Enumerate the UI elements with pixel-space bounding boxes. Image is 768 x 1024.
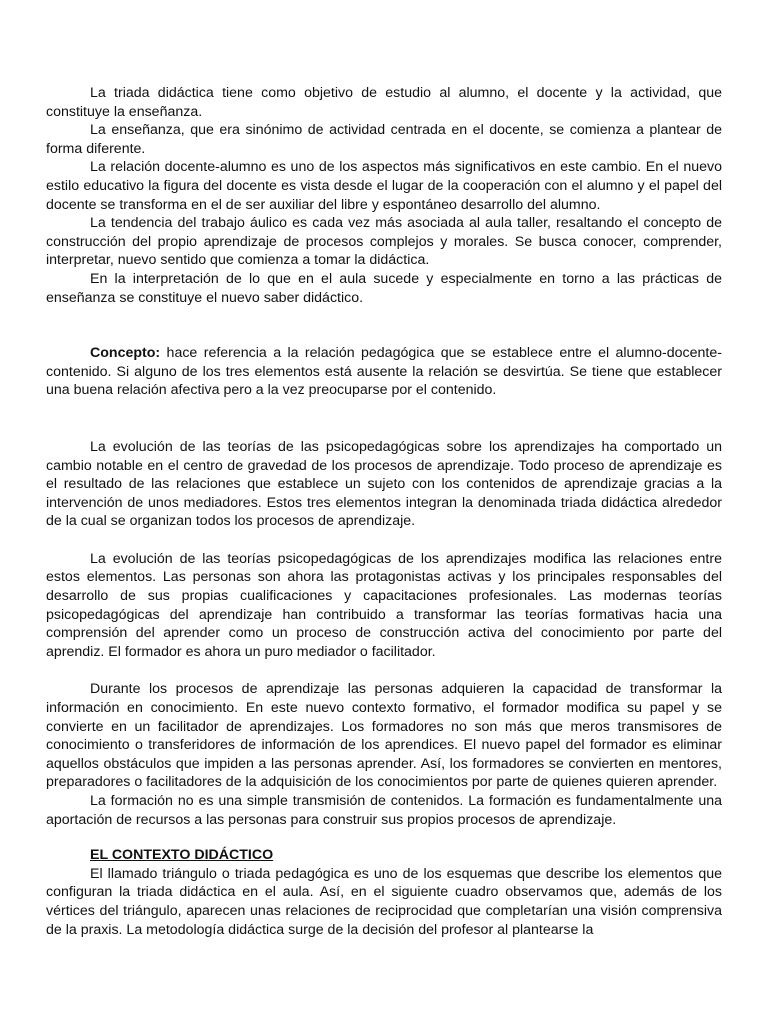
section-2-paragraph-4: La formación no es una simple transmisión de contenidos. La formación es fundamentalmente una aportación de recursos a las personas para construir sus propios procesos de aprendizaje. bbox=[46, 793, 722, 828]
concept-paragraph bbox=[46, 344, 722, 400]
section-2-paragraph-3: Durante los procesos de aprendizaje las personas adquieren la capacidad de transformar la información en conocimiento. En este nuevo contexto formativo, el formador modifica su papel y se convierte en un facilitador de aprendizajes. Los formadores no son más que meros transmisores de conocimiento o transferidores de información de los aprendices. El nuevo papel del formador es eliminar aquellos obstáculos que impiden a las personas aprender. Así, los formadores se convierten en mentores, preparadores o facilitadores de la adquisición de los conocimientos por parte de quienes quieren aprender. bbox=[46, 681, 722, 791]
intro-paragraph-5: En la interpretación de lo que en el aula sucede y especialmente en torno a las prácticas de enseñanza se constituye el nuevo saber didáctico. bbox=[46, 270, 722, 306]
intro-paragraph-2: La enseñanza, que era sinónimo de actividad centrada en el docente, se comienza a plantear de forma diferente. bbox=[46, 122, 722, 157]
section-2-paragraph-1: La evolución de las teorías de las psicopedagógicas sobre los aprendizajes ha comportado un cambio notable en el centro de gravedad de los procesos de aprendizaje. Todo proceso de aprendizaje es el resultado de las relaciones que establece un sujeto con los contenidos de aprendizaje gracias a la intervención de unos mediadores. Estos tres elementos integran la denominada triada didáctica alrededor de la cual se organizan todos los procesos de aprendizaje. bbox=[46, 438, 722, 530]
section-3-paragraph-1: El llamado triángulo o triada pedagógica es uno de los esquemas que describe los elementos que configuran la triada didáctica en el aula. Así, en el siguiente cuadro observamos que, además de los vértices del triángulo, aparecen unas relaciones de reciprocidad que completarían una visión comprensiva de la praxis. La metodología didáctica surge de la decisión del profesor al plantearse la bbox=[46, 865, 722, 938]
intro-paragraph-4: La tendencia del trabajo áulico es cada vez más asociada al aula taller, resaltando el concepto de construcción del propio aprendizaje de procesos complejos y morales. Se busca conocer, comprender, interpretar, nuevo sentido que comienza a tomar la didáctica. bbox=[46, 215, 722, 269]
section-2-paragraph-2: La evolución de las teorías psicopedagógicas de los aprendizajes modifica las relaciones entre estos elementos. Las personas son ahora las protagonistas activas y los principales responsables del desarrollo de sus propias cualificaciones y capacitaciones profesionales. Las modernas teorías psicopedagógicas del aprendizaje han contribuido a transformar las teorías formativas hacia una comprensión del aprender como un proceso de construcción activa del conocimiento por parte del aprendiz. El formador es ahora un puro mediador o facilitador. bbox=[46, 550, 722, 660]
spacer-1 bbox=[46, 307, 722, 344]
concept-text: hace referencia a la relación pedagógica que se establece entre el alumno-docente-contenido. Si alguno de los tres elementos está ausente la relación se desvirtúa. Se tiene que establecer una buena relación afectiva pero a la vez preocuparse por el contenido. bbox=[46, 345, 722, 399]
intro-paragraph-1: La triada didáctica tiene como objetivo de estudio al alumno, el docente y la actividad, que constituye la enseñanza. bbox=[46, 85, 722, 120]
section-heading: EL CONTEXTO DIDÁCTICO bbox=[90, 847, 274, 864]
spacer-4 bbox=[46, 661, 722, 680]
spacer-2 bbox=[46, 400, 722, 438]
spacer-3 bbox=[46, 531, 722, 550]
spacer-5 bbox=[46, 829, 722, 846]
document-page bbox=[46, 84, 722, 939]
intro-paragraph-3: La relación docente-alumno es uno de los aspectos más significativos en este cambio. En el nuevo estilo educativo la figura del docente es vista desde el lugar de la cooperación con el alumno y el papel del docente se transforma en el de ser auxiliar del libre y espontáneo desarrollo del alumno. bbox=[46, 159, 722, 213]
concept-label: Concepto: bbox=[90, 345, 161, 362]
